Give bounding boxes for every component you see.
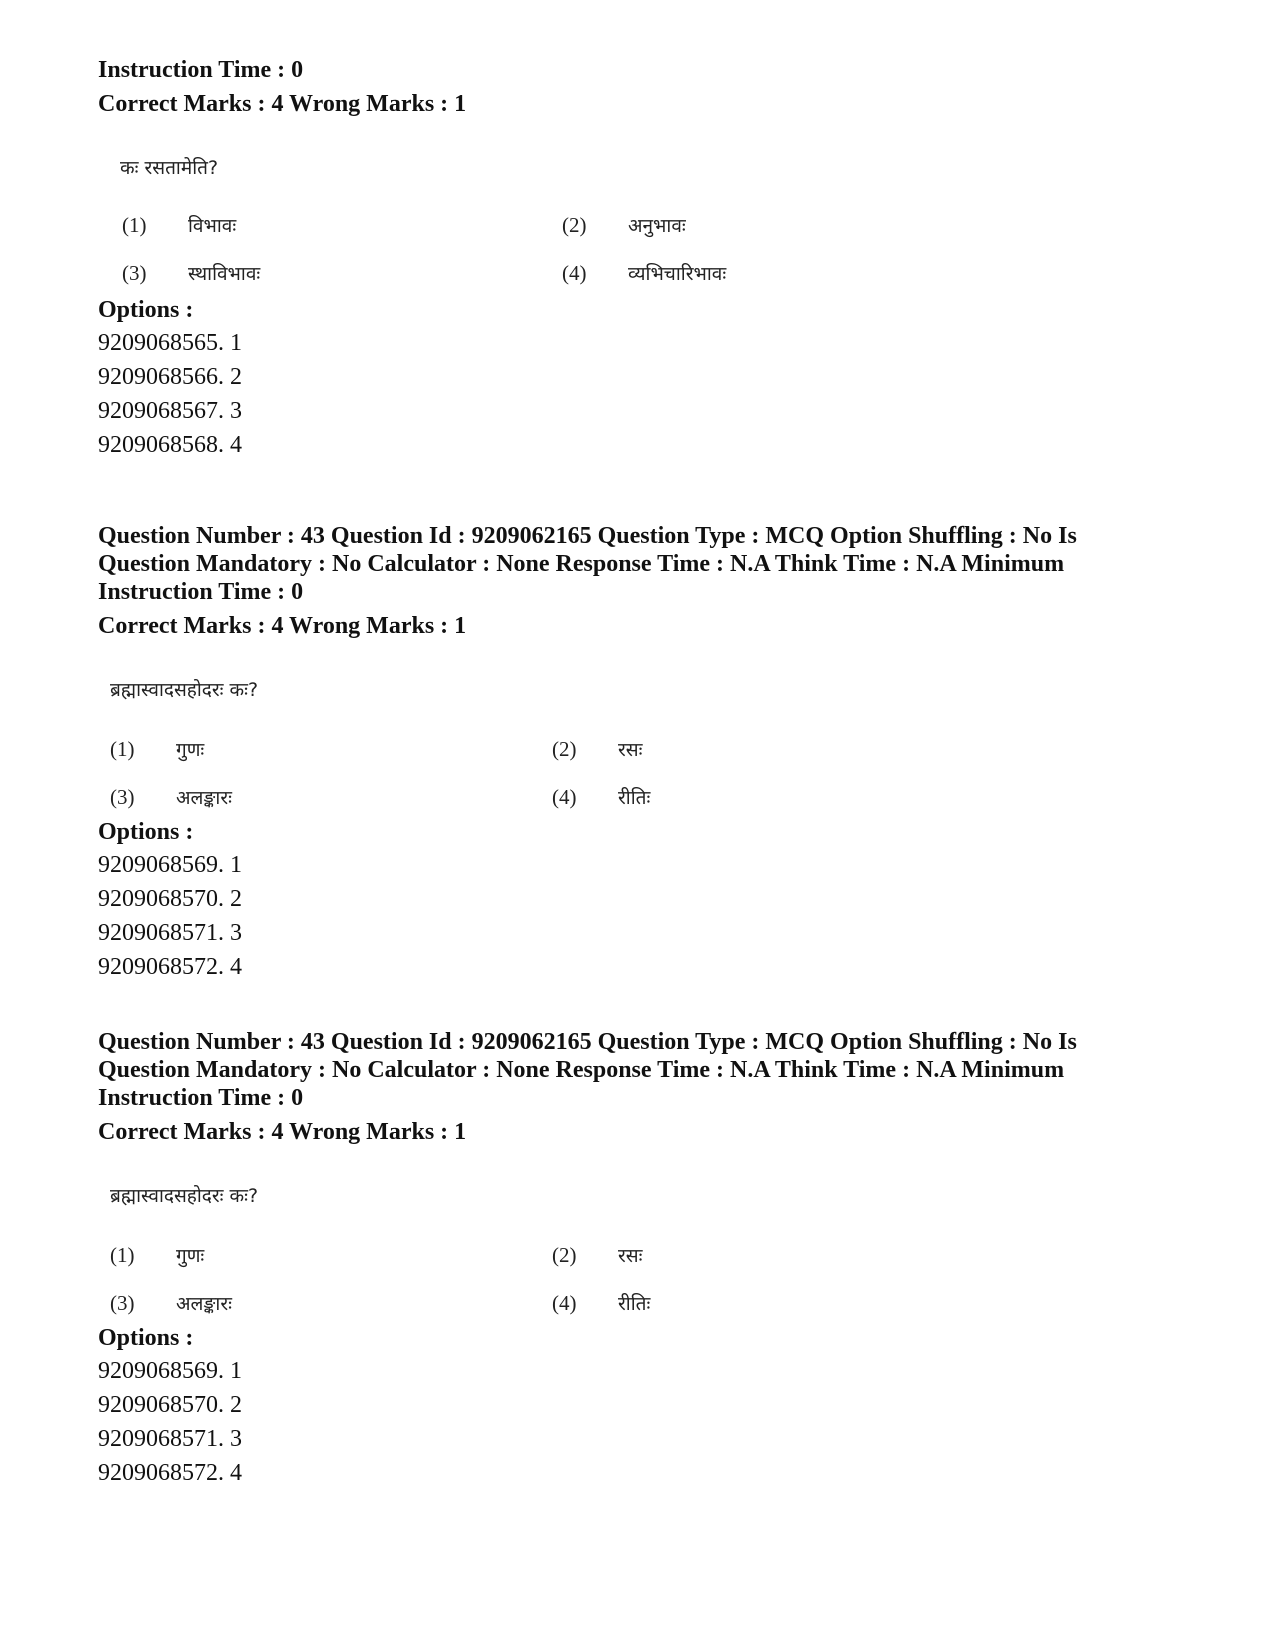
option-line: 9209068570. 2: [98, 886, 242, 912]
choice-2: (2) अनुभावः: [562, 213, 686, 237]
choice-3: (3) अलङ्कारः: [110, 785, 232, 809]
marks-line: Correct Marks : 4 Wrong Marks : 1: [98, 1119, 467, 1145]
option-line: 9209068570. 2: [98, 1392, 242, 1418]
question-image: [98, 118, 1178, 294]
choice-3: (3) स्थाविभावः: [122, 261, 261, 285]
question-header-line: Instruction Time : 0: [98, 579, 304, 605]
option-line: 9209068572. 4: [98, 1460, 242, 1486]
question-image: [98, 1146, 1178, 1322]
option-line: 9209068565. 1: [98, 330, 242, 356]
marks-line: Correct Marks : 4 Wrong Marks : 1: [98, 613, 467, 639]
question-header-line: Question Mandatory : No Calculator : None Response Time : N.A Think Time : N.A Minimum: [98, 551, 1065, 577]
option-line: 9209068571. 3: [98, 920, 242, 946]
question-block-3: [98, 1028, 1178, 1490]
choice-1: (1) गुणः: [110, 1243, 205, 1267]
choice-2: (2) रसः: [552, 737, 643, 761]
choice-4: (4) रीतिः: [552, 785, 651, 809]
option-line: 9209068566. 2: [98, 364, 242, 390]
question-block-2: [98, 522, 1178, 984]
choice-1: (1) गुणः: [110, 737, 205, 761]
question-stem: कः रसतामेति?: [120, 157, 219, 179]
option-line: 9209068569. 1: [98, 852, 242, 878]
options-label: Options :: [98, 819, 194, 845]
choice-4: (4) रीतिः: [552, 1291, 651, 1315]
question-stem: ब्रह्मास्वादसहोदरः कः?: [110, 679, 259, 701]
question-header-line: Instruction Time : 0: [98, 1085, 304, 1111]
option-line: 9209068567. 3: [98, 398, 242, 424]
option-line: 9209068572. 4: [98, 954, 242, 980]
option-line: 9209068568. 4: [98, 432, 242, 458]
question-header-line: Question Number : 43 Question Id : 9209062165 Question Type : MCQ Option Shuffling : No Is: [98, 523, 1077, 549]
question-header-line: Question Mandatory : No Calculator : None Response Time : N.A Think Time : N.A Minimum: [98, 1057, 1065, 1083]
question-stem: ब्रह्मास्वादसहोदरः कः?: [110, 1185, 259, 1207]
choice-4: (4) व्यभिचारिभावः: [562, 261, 727, 285]
choice-3: (3) अलङ्कारः: [110, 1291, 232, 1315]
marks-line: Correct Marks : 4 Wrong Marks : 1: [98, 91, 467, 117]
choice-1: (1) विभावः: [122, 213, 237, 237]
option-line: 9209068569. 1: [98, 1358, 242, 1384]
options-label: Options :: [98, 297, 194, 323]
question-header-line: Instruction Time : 0: [98, 57, 304, 83]
option-line: 9209068571. 3: [98, 1426, 242, 1452]
choice-2: (2) रसः: [552, 1243, 643, 1267]
question-header-line: Question Number : 43 Question Id : 9209062165 Question Type : MCQ Option Shuffling : No Is: [98, 1029, 1077, 1055]
question-block-1: [98, 56, 1178, 462]
options-label: Options :: [98, 1325, 194, 1351]
question-image: [98, 640, 1178, 816]
